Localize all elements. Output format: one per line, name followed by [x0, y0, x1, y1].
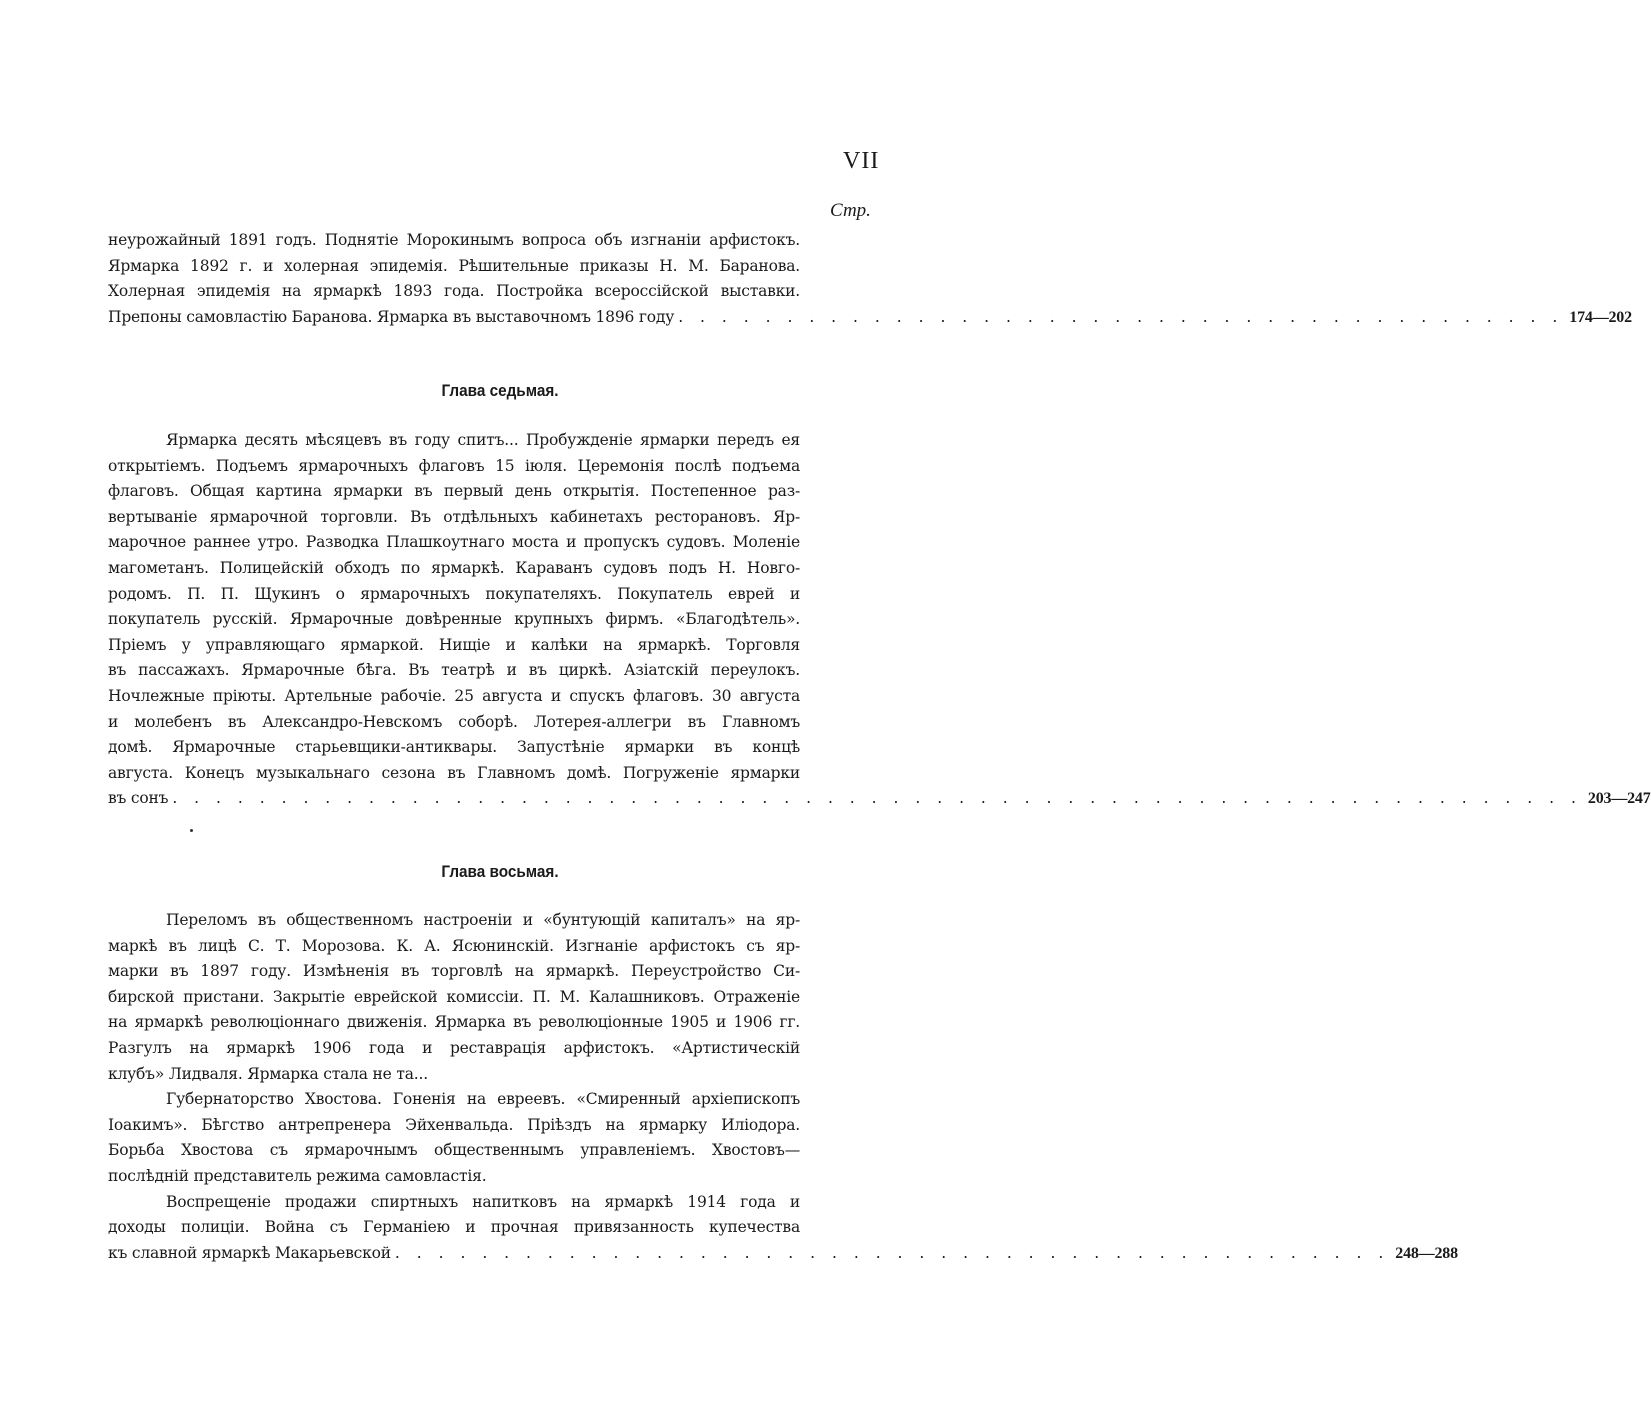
toc-line: Борьба Хвостова съ ярмарочнымъ общественнымъ управленіемъ. Хвостовъ— [108, 1141, 800, 1160]
toc-line: Ярмарка десять мѣсяцевъ въ году спитъ... Пробужденіе ярмарки передъ ея [166, 431, 800, 449]
toc-entry-chapter-7 [108, 428, 1651, 812]
toc-line: домѣ. Ярмарочные старьевщики-антиквары. Запустѣніе ярмарки въ концѣ [108, 738, 800, 757]
toc-line: маркѣ въ лицѣ С. Т. Морозова. К. А. Ясюнинскій. Изгнаніе арфистокъ съ яр- [108, 936, 800, 955]
page-range: 174—202 [1569, 308, 1632, 326]
toc-line: Воспрещеніе продажи спиртныхъ напитковъ на ярмаркѣ 1914 года и [166, 1192, 800, 1211]
page-range: 203—247 [1587, 790, 1651, 808]
toc-line: марочное раннее утро. Разводка Плашкоутнаго моста и пропускъ судовъ. Моленіе [108, 533, 800, 552]
page-range: 248—288 [1395, 1244, 1458, 1262]
toc-line: послѣдній представитель режима самовластія. [108, 1166, 487, 1185]
toc-line: открытіемъ. Подъемъ ярмарочныхъ флаговъ 15 іюля. Церемонія послѣ подъема [108, 456, 800, 475]
dot-leader: . . . . . . . . . . . . . . . . . . . . . . . . . . . . . . . . . . . . . . . . . . . . . . . . . . . . . . . . . . . . . . . . . [172, 789, 1582, 808]
toc-line: на ярмаркѣ революціоннаго движенія. Ярмарка въ революціонные 1905 и 1906 гг. [108, 1013, 800, 1032]
toc-line: марки въ 1897 году. Измѣненія въ торговлѣ на ярмаркѣ. Переустройство Си- [108, 962, 800, 981]
toc-line: покупатель русскій. Ярмарочные довѣренные крупныхъ фирмъ. «Благодѣтель». [108, 610, 800, 629]
toc-line-text: Препоны самовластію Баранова. Ярмарка въ выставочномъ 1896 году [108, 307, 675, 326]
toc-line: клубъ» Лидваля. Ярмарка стала не та... [108, 1064, 428, 1083]
toc-line: магометанъ. Полицейскій обходъ по ярмаркѣ. Караванъ судовъ подъ Н. Новго- [108, 558, 800, 577]
toc-line: Губернаторство Хвостова. Гоненія на евреевъ. «Смиренный архіепископъ [166, 1090, 800, 1109]
chapter-heading-8: Глава восьмая. [441, 862, 559, 881]
toc-entry-chapter-8 [108, 908, 1458, 1266]
toc-line-with-pages [108, 1241, 1458, 1267]
toc-line: Ярмарка 1892 г. и холерная эпидемія. Рѣшительные приказы Н. М. Баранова. [108, 256, 800, 275]
toc-line: и молебенъ въ Александро-Невскомъ соборѣ. Лотерея-аллегри въ Главномъ [108, 712, 800, 731]
toc-line: Холерная эпидемія на ярмаркѣ 1893 года. Постройка всероссійской выставки. [108, 282, 800, 301]
chapter-heading-7: Глава седьмая. [441, 381, 559, 400]
toc-line: Іоакимъ». Бѣгство антрепренера Эйхенвальда. Пріѣздъ на ярмарку Иліодора. [108, 1115, 800, 1134]
toc-line: Пріемъ у управляющаго ярмаркой. Нищіе и калѣки на ярмаркѣ. Торговля [108, 635, 800, 654]
toc-line: вертываніе ярмарочной торговли. Въ отдѣльныхъ кабинетахъ ресторановъ. Яр- [108, 507, 800, 526]
toc-line: августа. Конецъ музыкальнаго сезона въ Главномъ домѣ. Погруженіе ярмарки [108, 763, 800, 782]
toc-line: родомъ. П. П. Щукинъ о ярмарочныхъ покупателяхъ. Покупатель еврей и [108, 584, 800, 603]
toc-line-text: къ славной ярмаркѣ Макарьевской [108, 1243, 391, 1262]
toc-line: Ночлежные пріюты. Артельные рабочіе. 25 августа и спускъ флаговъ. 30 августа [108, 686, 800, 705]
print-speck [190, 829, 193, 832]
dot-leader: . . . . . . . . . . . . . . . . . . . . . . . . . . . . . . . . . . . . . . . . . [678, 307, 1564, 326]
page-number: VII [843, 148, 880, 174]
dot-leader: . . . . . . . . . . . . . . . . . . . . . . . . . . . . . . . . . . . . . . . . . . . . . . [394, 1243, 1390, 1262]
toc-line: бирской пристани. Закрытіе еврейской комиссіи. П. М. Калашниковъ. Отраженіе [108, 987, 800, 1006]
toc-line-with-pages [108, 305, 1632, 331]
toc-line: Разгулъ на ярмаркѣ 1906 года и реставрація арфистокъ. «Артистическій [108, 1038, 800, 1057]
toc-line-text: въ сонъ [108, 789, 169, 808]
toc-line: доходы полиціи. Война съ Германіею и прочная привязанность купечества [108, 1218, 800, 1237]
toc-line: флаговъ. Общая картина ярмарки въ первый день открытія. Постепенное раз- [108, 482, 800, 501]
toc-line: въ пассажахъ. Ярмарочные бѣга. Въ театрѣ и въ циркѣ. Азіатскій переулокъ. [108, 661, 800, 680]
toc-line-with-pages [108, 786, 1651, 812]
toc-entry-continued [108, 228, 1632, 330]
toc-line: Переломъ въ общественномъ настроеніи и «бунтующій капиталъ» на яр- [166, 911, 800, 929]
pages-column-label: Стр. [830, 200, 871, 221]
toc-line: неурожайный 1891 годъ. Поднятіе Морокинымъ вопроса объ изгнаніи арфистокъ. [108, 231, 800, 249]
